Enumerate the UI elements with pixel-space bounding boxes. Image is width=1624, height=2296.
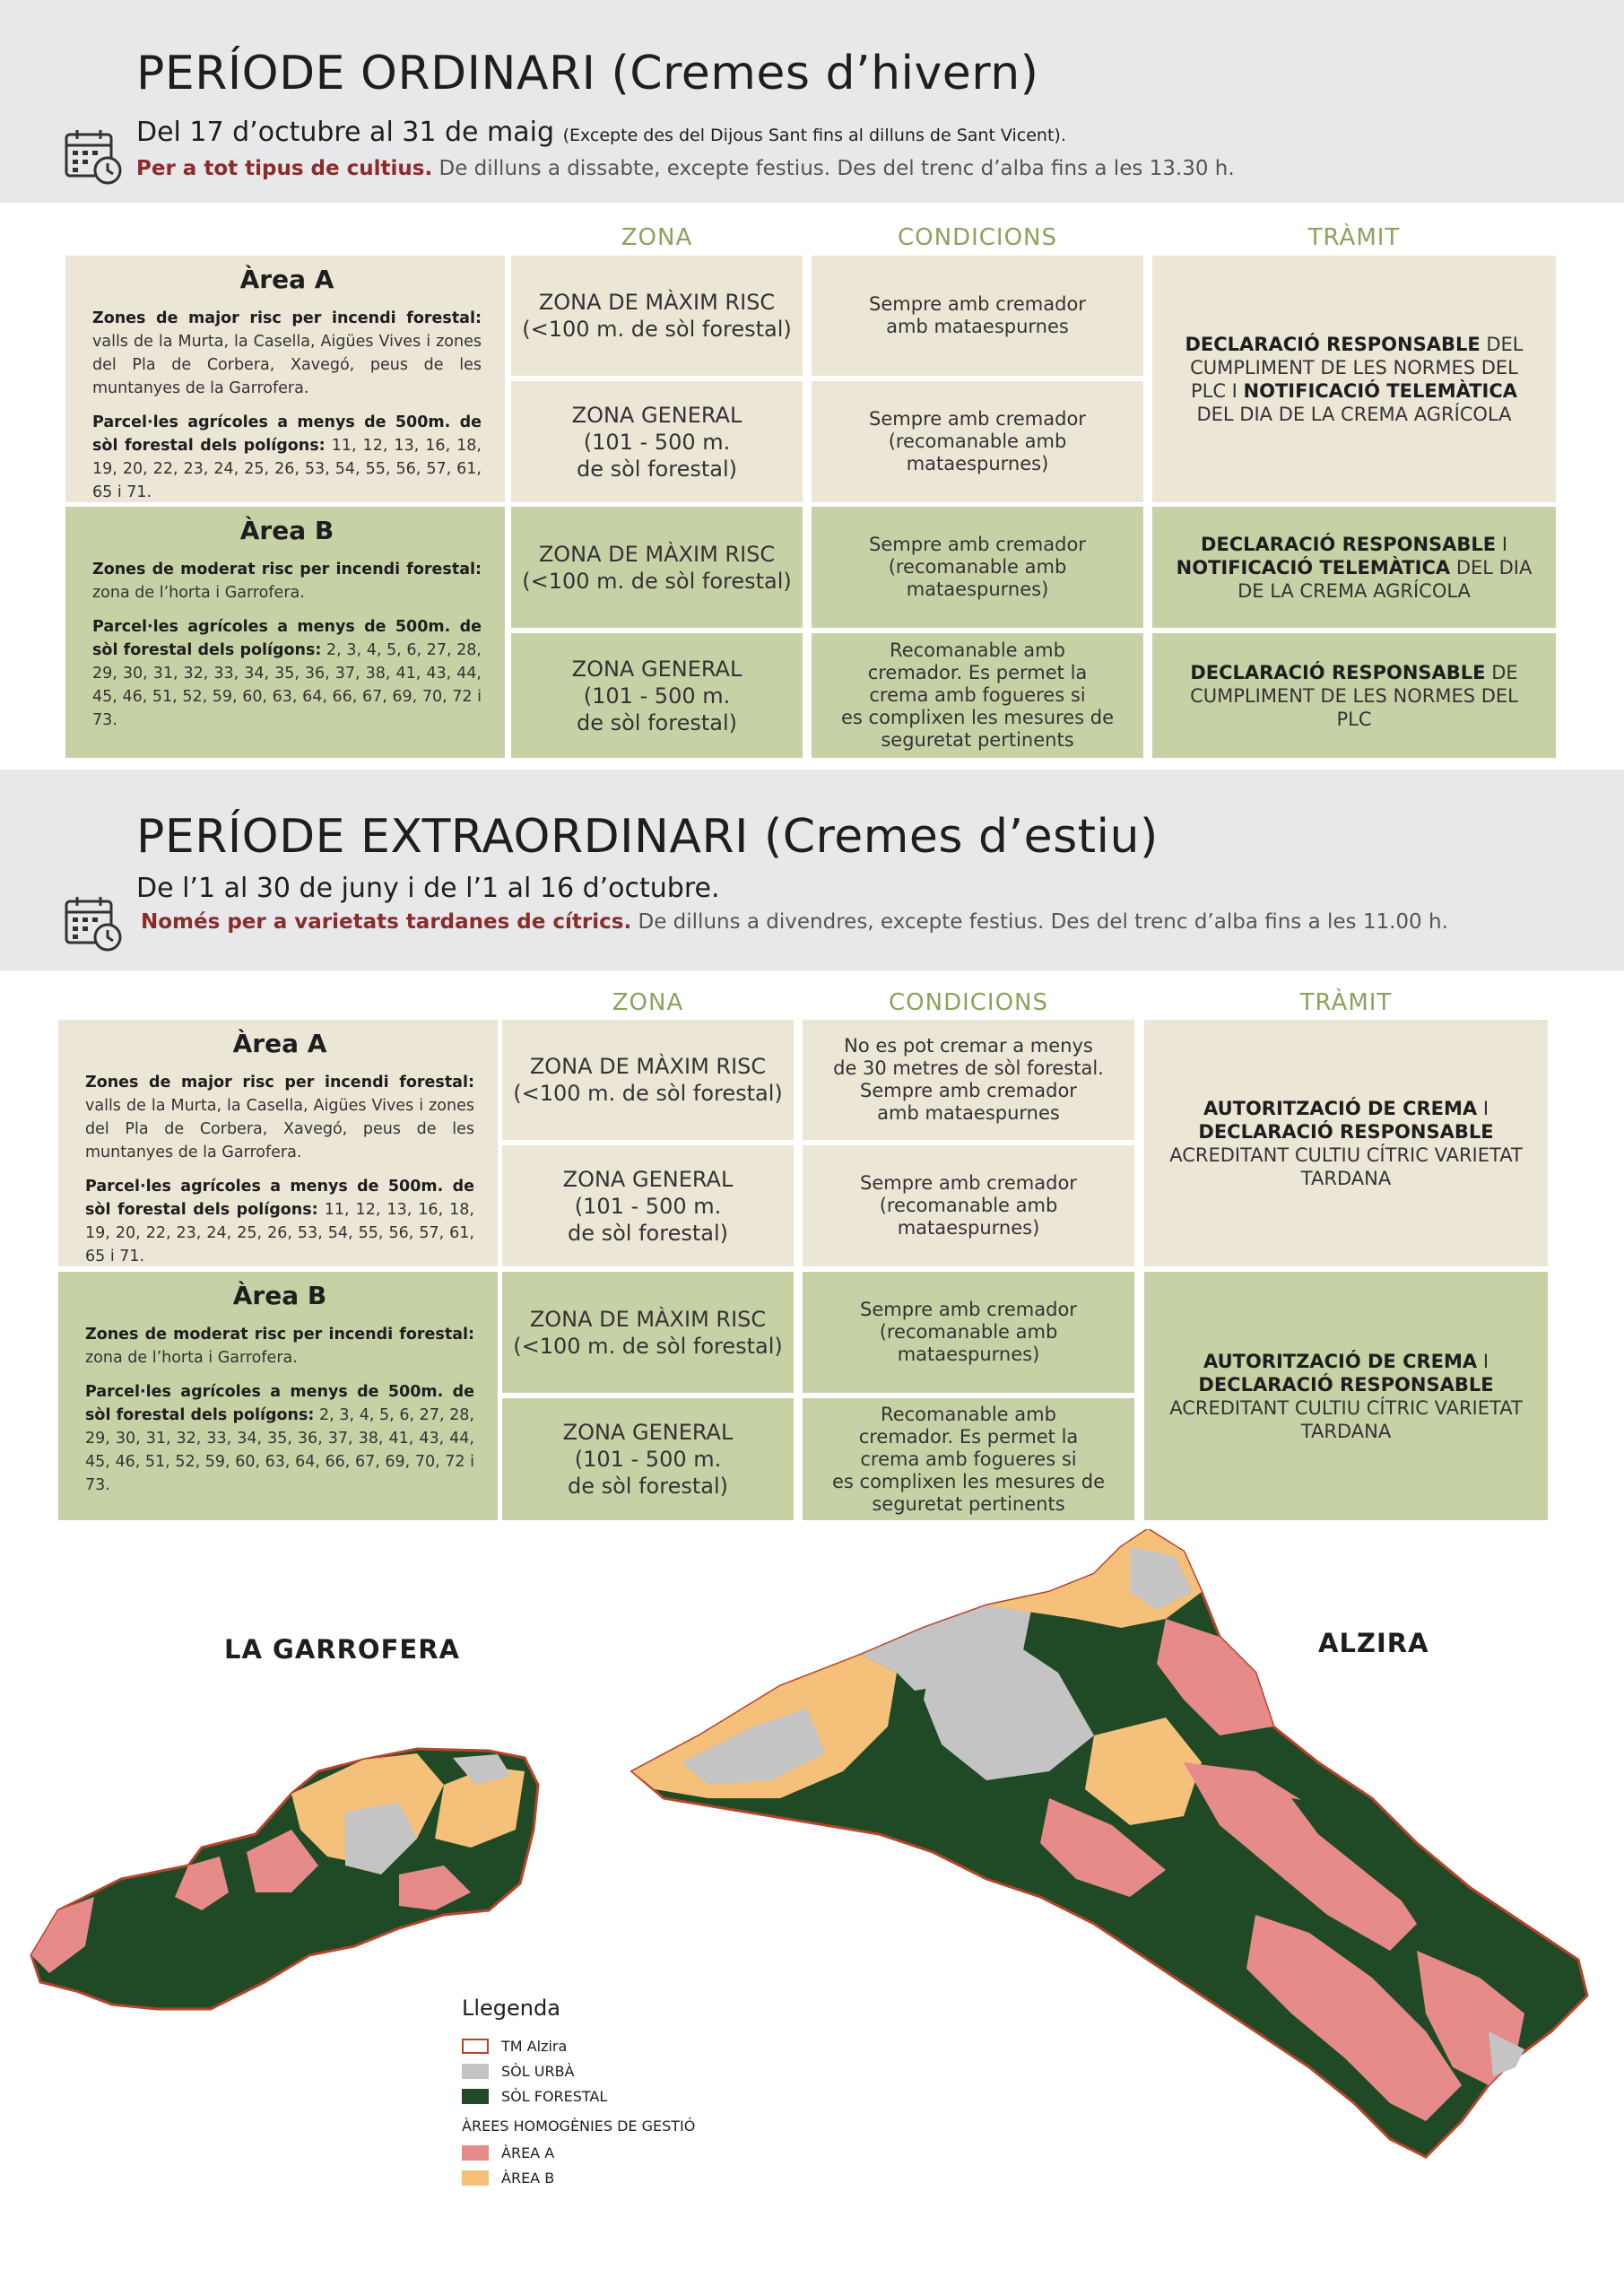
- extra-a-tramit: AUTORITZACIÓ DE CREMA I DECLARACIÓ RESPONSABLE ACREDITANT CULTIU CÍTRIC VARIETAT TARDANA: [1144, 1020, 1548, 1266]
- map-title-alzira: ALZIRA: [1318, 1628, 1429, 1658]
- map-title-garrofera: LA GARROFERA: [224, 1634, 460, 1665]
- extra-col-zona: ZONA: [612, 989, 684, 1016]
- legend-swatch-urba: [462, 2064, 489, 2079]
- calendar-clock-icon: [63, 126, 124, 187]
- ordinari-area-b: Àrea B Zones de moderat risc per incendi forestal: zona de l’horta i Garrofera. Parcel·les agrícoles a menys de 500m. de sòl forestal dels polígons: 2, 3, 4, 5, 6, 27, 28, 29, 30, 31, 32, 33, 34, 35, 36, 37, 38, 41, 43, 44, 45, 46, 51, 52, 59, 60, 63, 64, 66, 67, 69, 70, 72 i 73.: [65, 507, 505, 758]
- extra-col-tramit: TRÀMIT: [1299, 989, 1393, 1016]
- extra-b-zona-general: ZONA GENERAL (101 - 500 m. de sòl forestal): [502, 1398, 794, 1520]
- map-legend: [462, 1996, 695, 2190]
- extraordinari-dates: De l’1 al 30 de juny i de l’1 al 16 d’octubre.: [136, 873, 720, 904]
- extra-b-zona-maxim: ZONA DE MÀXIM RISC (<100 m. de sòl forestal): [502, 1272, 794, 1393]
- ordinari-col-condicions: CONDICIONS: [898, 224, 1057, 251]
- extra-b-cond-general: Recomanable amb cremador. Es permet la crema amb fogueres si es complixen les mesures de seguretat pertinents: [803, 1398, 1134, 1520]
- extra-a-cond-general: Sempre amb cremador (recomanable amb mataespurnes): [803, 1145, 1134, 1266]
- map-garrofera: [22, 1686, 560, 2027]
- extra-b-cond-maxim: Sempre amb cremador (recomanable amb mataespurnes): [803, 1272, 1134, 1393]
- legend-item-tm-alzira: TM Alzira: [462, 2033, 695, 2058]
- ordinari-col-zona: ZONA: [621, 224, 693, 251]
- ordinari-b-tramit-general: DECLARACIÓ RESPONSABLE DE CUMPLIMENT DE LES NORMES DEL PLC: [1152, 633, 1556, 758]
- extra-a-cond-maxim: No es pot cremar a menys de 30 metres de sòl forestal. Sempre amb cremador amb mataespurnes: [803, 1020, 1134, 1140]
- legend-title: Llegenda: [462, 1996, 560, 2021]
- ordinari-b-zona-maxim: ZONA DE MÀXIM RISC (<100 m. de sòl forestal): [511, 507, 803, 628]
- extra-a-zona-general: ZONA GENERAL (101 - 500 m. de sòl forestal): [502, 1145, 794, 1266]
- ordinari-a-cond-maxim: Sempre amb cremador amb mataespurnes: [812, 256, 1143, 376]
- ordinari-a-cond-general: Sempre amb cremador (recomanable amb mataespurnes): [812, 381, 1143, 502]
- ordinari-col-tramit: TRÀMIT: [1307, 224, 1401, 251]
- extraordinari-title: PERÍODE EXTRAORDINARI (Cremes d’estiu): [136, 810, 1159, 864]
- ordinari-b-zona-general: ZONA GENERAL (101 - 500 m. de sòl forestal): [511, 633, 803, 758]
- legend-swatch-area-a: [462, 2145, 489, 2161]
- extra-a-zona-maxim: ZONA DE MÀXIM RISC (<100 m. de sòl forestal): [502, 1020, 794, 1140]
- legend-subtitle: ÀREES HOMOGÈNIES DE GESTIÓ: [462, 2118, 696, 2135]
- ordinari-b-cond-maxim: Sempre amb cremador (recomanable amb mataespurnes): [812, 507, 1143, 628]
- ordinari-b-tramit-maxim: DECLARACIÓ RESPONSABLE I NOTIFICACIÓ TELEMÀTICA DEL DIA DE LA CREMA AGRÍCOLA: [1152, 507, 1556, 628]
- legend-item-area-b: ÀREA B: [462, 2165, 695, 2190]
- ordinari-header-band: [0, 0, 1624, 203]
- legend-swatch-forestal: [462, 2089, 489, 2104]
- legend-item-area-a: ÀREA A: [462, 2140, 695, 2165]
- extra-b-tramit: AUTORITZACIÓ DE CREMA I DECLARACIÓ RESPONSABLE ACREDITANT CULTIU CÍTRIC VARIETAT TARDANA: [1144, 1272, 1548, 1520]
- legend-swatch-border: [462, 2039, 489, 2054]
- ordinari-a-tramit: DECLARACIÓ RESPONSABLE DEL CUMPLIMENT DE LES NORMES DEL PLC I NOTIFICACIÓ TELEMÀTICA DEL DIA DE LA CREMA AGRÍCOLA: [1152, 256, 1556, 502]
- legend-item-sol-forestal: SÒL FORESTAL: [462, 2083, 695, 2109]
- ordinari-a-zona-maxim: ZONA DE MÀXIM RISC (<100 m. de sòl forestal): [511, 256, 803, 376]
- legend-item-sol-urba: SÒL URBÀ: [462, 2058, 695, 2083]
- extra-area-b: Àrea B Zones de moderat risc per incendi forestal: zona de l’horta i Garrofera. Parcel·les agrícoles a menys de 500m. de sòl forestal dels polígons: 2, 3, 4, 5, 6, 27, 28, 29, 30, 31, 32, 33, 34, 35, 36, 37, 38, 41, 43, 44, 45, 46, 51, 52, 59, 60, 63, 64, 66, 67, 69, 70, 72 i 73.: [58, 1272, 498, 1520]
- ordinari-a-zona-general: ZONA GENERAL (101 - 500 m. de sòl forestal): [511, 381, 803, 502]
- extraordinari-header-band: [0, 770, 1624, 970]
- ordinari-title: PERÍODE ORDINARI (Cremes d’hivern): [136, 47, 1039, 100]
- calendar-clock-icon: [63, 892, 124, 953]
- map-alzira: [628, 1529, 1614, 2175]
- ordinari-scope: Per a tot tipus de cultius. De dilluns a dissabte, excepte festius. Des del trenc d’alba fins a les 13.30 h.: [136, 157, 1235, 180]
- extra-col-condicions: CONDICIONS: [889, 989, 1048, 1016]
- ordinari-b-cond-general: Recomanable amb cremador. Es permet la crema amb fogueres si es complixen les mesures de seguretat pertinents: [812, 633, 1143, 758]
- ordinari-area-a: Àrea A Zones de major risc per incendi forestal: valls de la Murta, la Casella, Aigües Vives i zones del Pla de Corbera, Xavegó, peus de les muntanyes de la Garrofera. Parcel·les agrícoles a menys de 500m. de sòl forestal dels polígons: 11, 12, 13, 16, 18, 19, 20, 22, 23, 24, 25, 26, 53, 54, 55, 56, 57, 61, 65 i 71.: [65, 256, 505, 502]
- extraordinari-scope: Només per a varietats tardanes de cítrics. De dilluns a divendres, excepte festius. Des del trenc d’alba fins a les 11.00 h.: [141, 910, 1448, 934]
- extra-area-a: Àrea A Zones de major risc per incendi forestal: valls de la Murta, la Casella, Aigües Vives i zones del Pla de Corbera, Xavegó, peus de les muntanyes de la Garrofera. Parcel·les agrícoles a menys de 500m. de sòl forestal dels polígons: 11, 12, 13, 16, 18, 19, 20, 22, 23, 24, 25, 26, 53, 54, 55, 56, 57, 61, 65 i 71.: [58, 1020, 498, 1266]
- ordinari-dates: Del 17 d’octubre al 31 de maig (Excepte des del Dijous Sant fins al dilluns de Sant Vicent).: [136, 117, 1066, 148]
- legend-swatch-area-b: [462, 2170, 489, 2186]
